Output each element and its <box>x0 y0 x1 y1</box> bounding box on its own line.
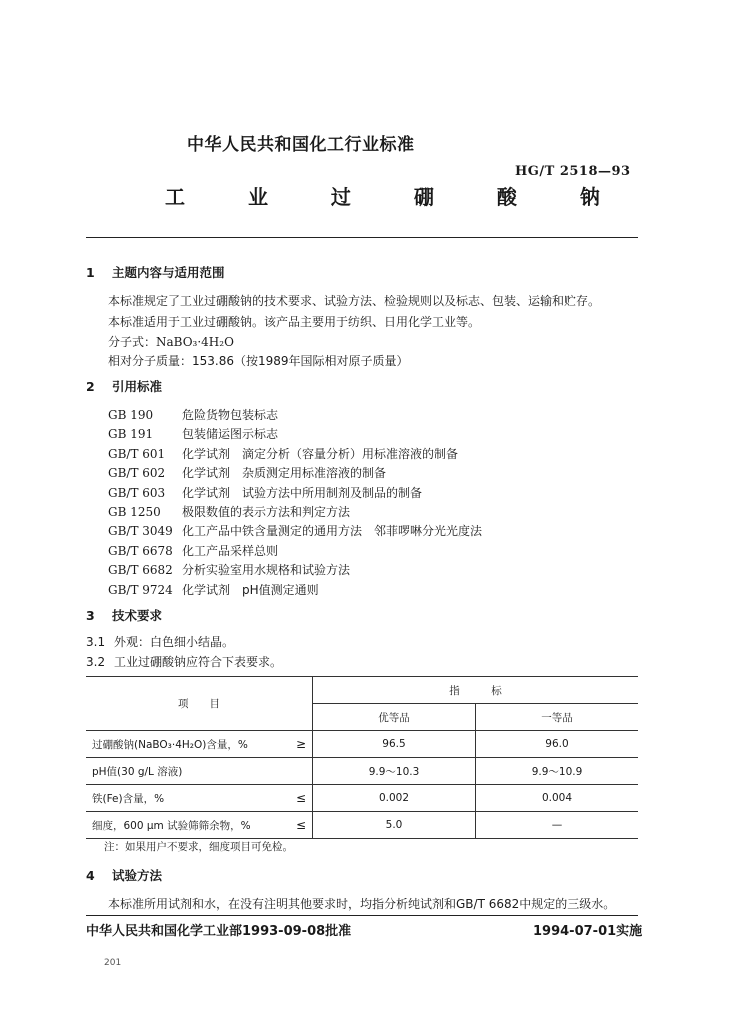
clause-3-1 <box>86 633 234 650</box>
clause-number: 3.2 <box>86 655 106 669</box>
reference-item <box>108 581 319 598</box>
reference-code: GB/T 601 <box>108 446 166 461</box>
header-grade-superior: 优等品 <box>313 704 476 731</box>
section-3-heading <box>86 606 162 624</box>
reference-code: GB 1250 <box>108 505 161 519</box>
reference-title: 化学试剂 试验方法中所用制剂及制品的制备 <box>182 485 423 500</box>
row-value-first: 9.9～10.9 <box>476 758 639 785</box>
row-item: pH值(30 g/L 溶液) <box>86 758 280 785</box>
clause-number: 3.1 <box>86 635 106 649</box>
row-value-superior: 0.002 <box>313 785 476 812</box>
row-value-first: — <box>476 812 639 839</box>
clause-3-2 <box>86 653 282 670</box>
reference-item <box>108 484 422 501</box>
section-1-line: 本标准规定了工业过硼酸钠的技术要求、试验方法、检验规则以及标志、包装、运输和贮存。 <box>108 294 601 308</box>
row-value-superior: 9.9～10.3 <box>313 758 476 785</box>
effective-date: 1994-07-01实施 <box>533 924 643 939</box>
reference-code: GB/T 6682 <box>108 563 173 578</box>
page-number: 201 <box>104 958 122 968</box>
reference-title: 化工产品采样总则 <box>182 543 279 558</box>
table-note: 注：如果用户不要求，细度项目可免检。 <box>104 841 293 853</box>
section-number: 2 <box>86 379 95 394</box>
reference-title: 包装储运图示标志 <box>182 427 279 442</box>
table-row <box>86 812 638 839</box>
reference-code: GB/T 3049 <box>108 524 173 539</box>
title-rule <box>86 237 638 238</box>
reference-code: GB/T 603 <box>108 485 166 500</box>
row-value-first: 0.004 <box>476 785 639 812</box>
row-symbol: ≤ <box>280 812 313 839</box>
section-title: 试验方法 <box>112 868 163 883</box>
section-4-heading <box>86 866 162 884</box>
row-value-superior: 96.5 <box>313 731 476 758</box>
section-2-heading <box>86 377 162 395</box>
header-item: 项 目 <box>86 677 313 731</box>
issuing-org: 中华人民共和国化工行业标准 <box>187 135 415 155</box>
approval-line: 中华人民共和国化学工业部1993-09-08批准 <box>86 924 352 939</box>
footer-rule <box>86 915 638 916</box>
document-title: 工 业 过 硼 酸 钠 <box>165 185 628 209</box>
row-item: 细度，600 μm 试验筛筛余物，% <box>86 812 280 839</box>
section-title: 主题内容与适用范围 <box>112 265 225 280</box>
section-title: 引用标准 <box>112 379 163 394</box>
section-number: 1 <box>86 265 95 280</box>
molecular-mass: 相对分子质量：153.86（按1989年国际相对原子质量） <box>108 354 409 368</box>
row-symbol: ≤ <box>280 785 313 812</box>
reference-item <box>108 561 350 578</box>
reference-item <box>108 464 386 481</box>
reference-item <box>108 445 458 462</box>
table-row <box>86 758 638 785</box>
row-symbol <box>280 758 313 785</box>
reference-title: 极限数值的表示方法和判定方法 <box>182 505 351 519</box>
reference-title: 化学试剂 滴定分析（容量分析）用标准溶液的制备 <box>182 446 459 461</box>
clause-text: 外观：白色细小结晶。 <box>114 635 235 649</box>
molecular-formula: 分子式：NaBO₃·4H₂O <box>108 335 234 349</box>
section-number: 4 <box>86 868 95 883</box>
reference-title: 化学试剂 pH值测定通则 <box>182 582 319 597</box>
row-symbol: ≥ <box>280 731 313 758</box>
table-row <box>86 785 638 812</box>
standard-number: HG/T 2518—93 <box>515 164 631 179</box>
row-item: 铁(Fe)含量，% <box>86 785 280 812</box>
section-title: 技术要求 <box>112 608 163 623</box>
section-1-heading <box>86 263 225 281</box>
reference-code: GB 191 <box>108 427 154 442</box>
clause-text: 工业过硼酸钠应符合下表要求。 <box>114 655 283 669</box>
reference-title: 化工产品中铁含量测定的通用方法 邻菲啰啉分光光度法 <box>182 524 483 539</box>
reference-title: 危险货物包装标志 <box>182 408 279 422</box>
reference-item <box>108 406 278 423</box>
reference-code: GB/T 9724 <box>108 582 173 597</box>
section-4-text: 本标准所用试剂和水，在没有注明其他要求时，均指分析纯试剂和GB/T 6682中规定的三级水。 <box>108 897 616 911</box>
reference-item <box>108 425 278 442</box>
reference-code: GB/T 602 <box>108 466 166 481</box>
reference-code: GB 190 <box>108 408 154 422</box>
row-item: 过硼酸钠(NaBO₃·4H₂O)含量，% <box>86 731 280 758</box>
row-value-superior: 5.0 <box>313 812 476 839</box>
table-row <box>86 731 638 758</box>
reference-code: GB/T 6678 <box>108 543 173 558</box>
requirements-table <box>86 676 638 839</box>
reference-title: 分析实验室用水规格和试验方法 <box>182 563 351 578</box>
header-index: 指 标 <box>313 677 639 704</box>
section-number: 3 <box>86 608 95 623</box>
reference-item <box>108 503 350 520</box>
reference-item <box>108 522 482 539</box>
section-1-line: 本标准适用于工业过硼酸钠。该产品主要用于纺织、日用化学工业等。 <box>108 315 481 329</box>
reference-item <box>108 542 278 559</box>
reference-title: 化学试剂 杂质测定用标准溶液的制备 <box>182 466 387 481</box>
header-grade-first: 一等品 <box>476 704 639 731</box>
row-value-first: 96.0 <box>476 731 639 758</box>
